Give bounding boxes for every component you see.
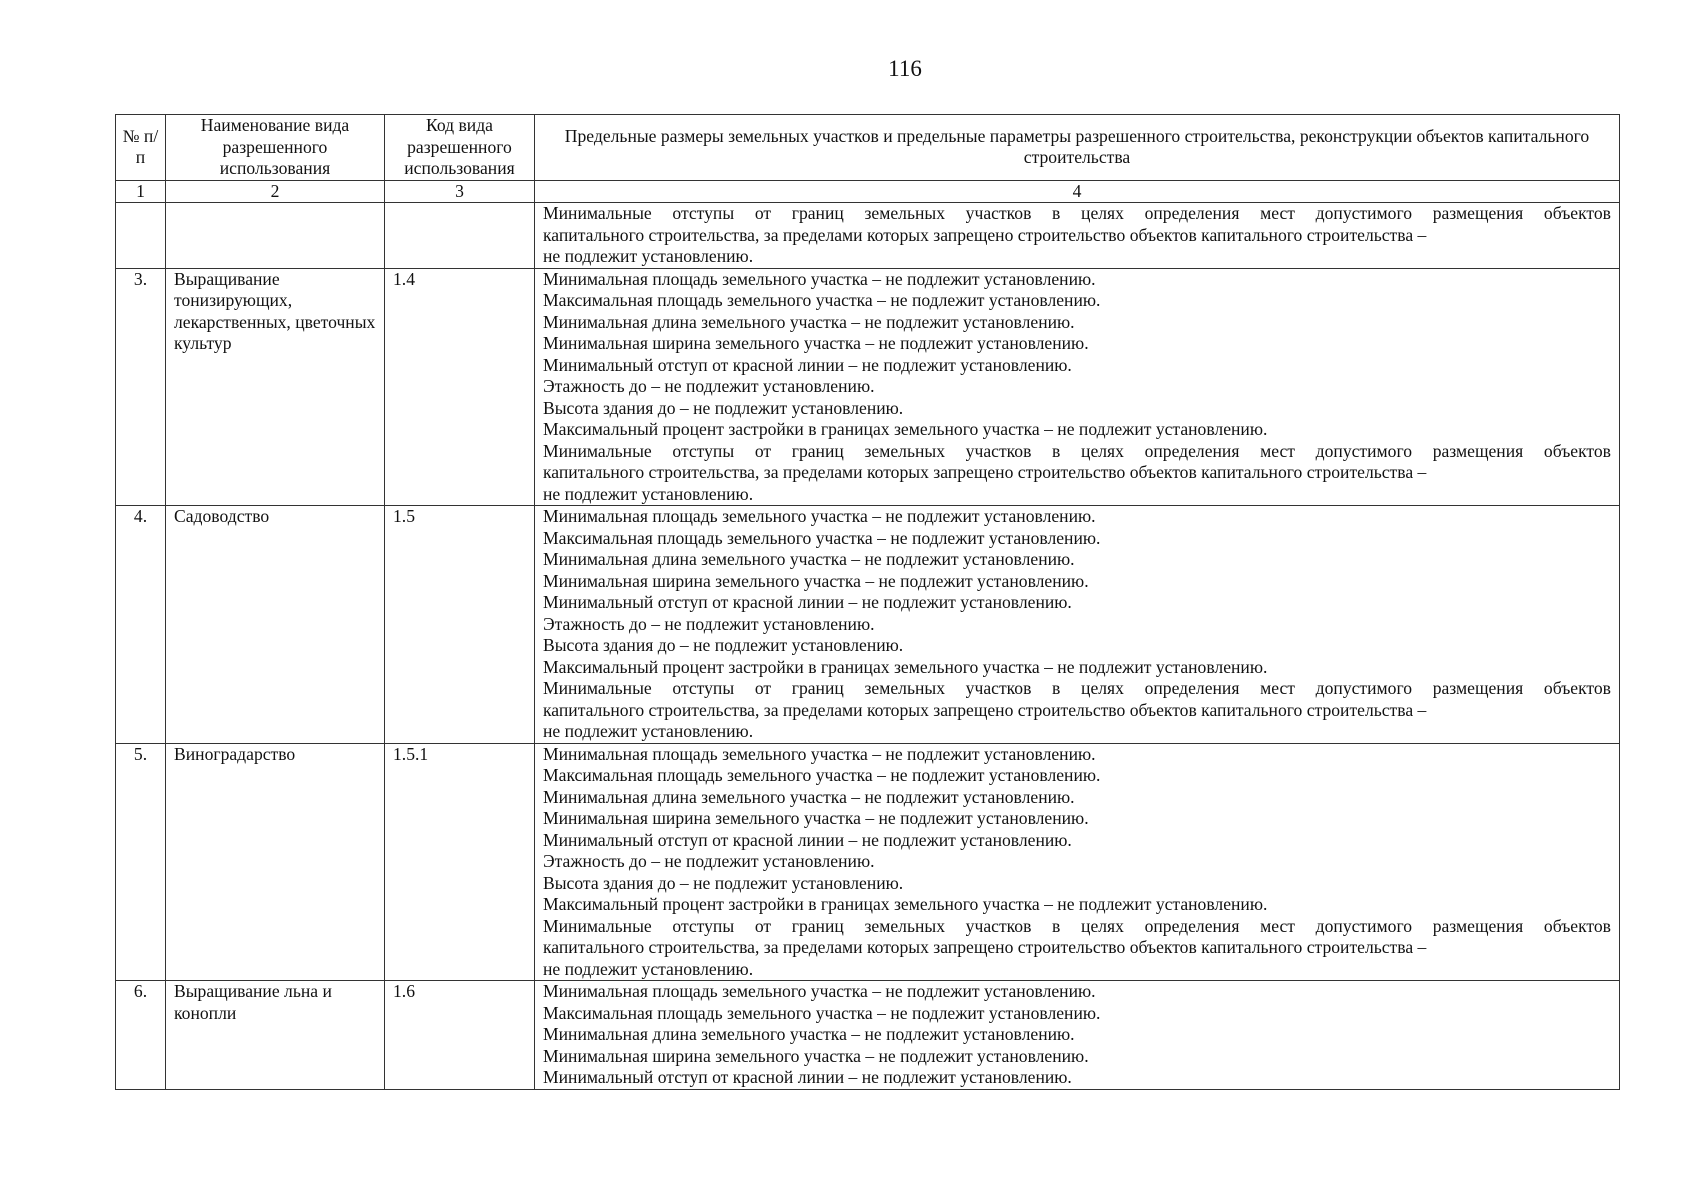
parameter-line: Минимальная площадь земельного участка – не подлежит установлению. (543, 981, 1096, 1001)
use-code (385, 203, 535, 269)
parameters-cell (535, 203, 1620, 269)
parameter-line: Минимальная длина земельного участка – не подлежит установлению. (543, 549, 1075, 569)
column-number: 3 (385, 180, 535, 203)
parameter-line: Минимальная площадь земельного участка – не подлежит установлению. (543, 506, 1096, 526)
table-row (116, 268, 1620, 506)
parameters-cell (535, 506, 1620, 744)
use-code: 1.6 (385, 981, 535, 1090)
page-number: 116 (888, 56, 922, 81)
parameter-line: Минимальный отступ от красной линии – не подлежит установлению. (543, 1067, 1072, 1087)
parameter-line: Минимальные отступы от границ земельных участков в целях определения мест допустимого размещения объектов (543, 440, 1611, 461)
column-number: 1 (116, 180, 166, 203)
parameter-line: не подлежит установлению. (543, 246, 754, 266)
parameter-line: капитального строительства, за пределами которых запрещено строительство объектов капитального строительства – (543, 224, 1427, 245)
header-number: № п/п (116, 115, 166, 181)
parameter-line: Минимальная длина земельного участка – не подлежит установлению. (543, 786, 1075, 807)
parameter-line: Максимальная площадь земельного участка – не подлежит установлению. (543, 290, 1101, 310)
parameter-line: Максимальная площадь земельного участка – не подлежит установлению. (543, 765, 1101, 785)
table-header-row (116, 115, 1620, 181)
parameters-cell (535, 981, 1620, 1090)
row-number: 3. (116, 268, 166, 506)
parameter-line: Этажность до – не подлежит установлению. (543, 376, 875, 396)
parameter-line: Высота здания до – не подлежит установлению. (543, 872, 904, 893)
parameter-line: Минимальный отступ от красной линии – не подлежит установлению. (543, 592, 1072, 612)
parameter-line: не подлежит установлению. (543, 483, 754, 504)
header-use-code: Код вида разрешенного использования (385, 115, 535, 181)
parameter-line: Этажность до – не подлежит установлению. (543, 851, 875, 871)
row-number: 6. (116, 981, 166, 1090)
table-row (116, 506, 1620, 744)
row-number: 5. (116, 743, 166, 981)
parameter-line: Максимальная площадь земельного участка – не подлежит установлению. (543, 527, 1101, 548)
parameter-line: Этажность до – не подлежит установлению. (543, 613, 875, 634)
header-use-name: Наименование вида разрешенного использования (166, 115, 385, 181)
use-name (166, 203, 385, 269)
parameter-line: капитального строительства, за пределами которых запрещено строительство объектов капитального строительства – (543, 937, 1427, 957)
column-number: 4 (535, 180, 1620, 203)
parameter-line: не подлежит установлению. (543, 721, 754, 741)
table-row (116, 743, 1620, 981)
regulations-table (115, 114, 1620, 1090)
parameter-line: Минимальные отступы от границ земельных участков в целях определения мест допустимого размещения объектов (543, 678, 1611, 698)
parameters-cell (535, 268, 1620, 506)
header-parameters: Предельные размеры земельных участков и предельные параметры разрешенного строительства, реконструкции объектов капитального строительства (535, 115, 1620, 181)
parameter-line: Минимальная ширина земельного участка – не подлежит установлению. (543, 1045, 1089, 1066)
table-row-continuation (116, 203, 1620, 269)
parameter-line: Высота здания до – не подлежит установлению. (543, 397, 904, 418)
parameter-line: Высота здания до – не подлежит установлению. (543, 635, 904, 655)
parameter-line: Минимальная длина земельного участка – не подлежит установлению. (543, 311, 1075, 332)
parameter-line: Минимальная ширина земельного участка – не подлежит установлению. (543, 333, 1089, 353)
parameter-line: Максимальный процент застройки в границах земельного участка – не подлежит установлению. (543, 894, 1268, 914)
table-body (116, 203, 1620, 1090)
parameter-line: Максимальный процент застройки в границах земельного участка – не подлежит установлению. (543, 419, 1268, 439)
row-number (116, 203, 166, 269)
use-name: Виноградарство (166, 743, 385, 981)
column-number-row (116, 180, 1620, 203)
use-name: Садоводство (166, 506, 385, 744)
row-number: 4. (116, 506, 166, 744)
use-code: 1.5 (385, 506, 535, 744)
parameters-cell (535, 743, 1620, 981)
parameter-line: Минимальная площадь земельного участка – не подлежит установлению. (543, 268, 1096, 289)
column-number: 2 (166, 180, 385, 203)
parameter-line: капитального строительства, за пределами которых запрещено строительство объектов капитального строительства – (543, 462, 1427, 482)
parameter-line: капитального строительства, за пределами которых запрещено строительство объектов капитального строительства – (543, 699, 1427, 720)
table-row (116, 981, 1620, 1090)
parameter-line: Максимальная площадь земельного участка – не подлежит установлению. (543, 1002, 1101, 1023)
parameter-line: Минимальные отступы от границ земельных участков в целях определения мест допустимого размещения объектов (543, 203, 1611, 223)
parameter-line: Минимальные отступы от границ земельных участков в целях определения мест допустимого размещения объектов (543, 915, 1611, 936)
parameter-line: Минимальная ширина земельного участка – не подлежит установлению. (543, 570, 1089, 591)
parameter-line: Минимальная длина земельного участка – не подлежит установлению. (543, 1024, 1075, 1044)
parameter-line: Максимальный процент застройки в границах земельного участка – не подлежит установлению. (543, 656, 1268, 677)
parameter-line: Минимальный отступ от красной линии – не подлежит установлению. (543, 829, 1072, 850)
parameter-line: Минимальная ширина земельного участка – не подлежит установлению. (543, 808, 1089, 828)
use-code: 1.5.1 (385, 743, 535, 981)
parameter-line: Минимальная площадь земельного участка – не подлежит установлению. (543, 743, 1096, 764)
use-name: Выращивание тонизирующих, лекарственных, цветочных культур (166, 268, 385, 506)
use-code: 1.4 (385, 268, 535, 506)
parameter-line: Минимальный отступ от красной линии – не подлежит установлению. (543, 354, 1072, 375)
use-name: Выращивание льна и конопли (166, 981, 385, 1090)
parameter-line: не подлежит установлению. (543, 958, 754, 979)
